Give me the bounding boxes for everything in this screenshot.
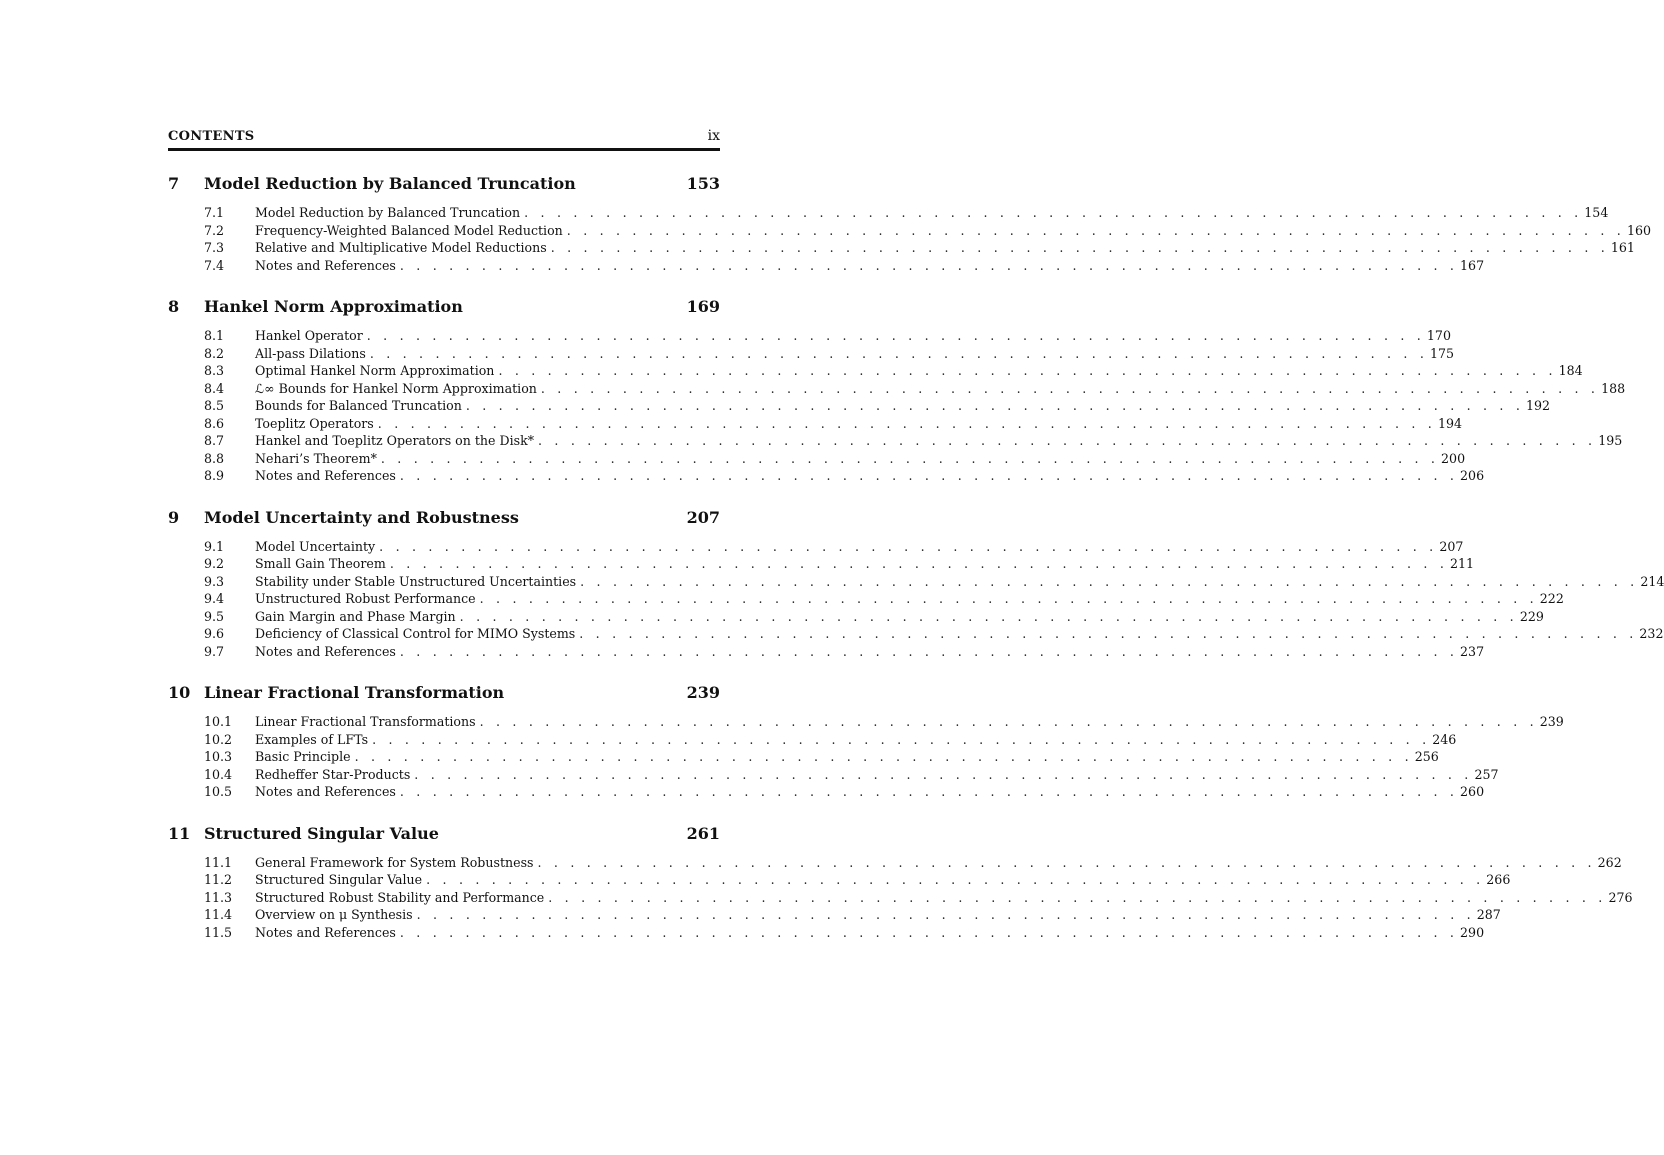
dot-leader: . . . . . . . . . . . . . . . . . . . . . . . . . . . . . . . . . . . . . . . . . . . . . . . . . . . . . . . . . . . . . . . . . xyxy=(498,363,1557,378)
section-number: 9.6 xyxy=(204,626,225,641)
section-page-number: 262 xyxy=(1597,854,1622,870)
dot-leader: . . . . . . . . . . . . . . . . . . . . . . . . . . . . . . . . . . . . . . . . . . . . . . . . . . . . . . . . . . . . . . . . . xyxy=(380,450,1440,466)
section-title: All-pass Dilations xyxy=(255,345,366,361)
section-number: 10.5 xyxy=(204,784,233,799)
section-page-number: 167 xyxy=(1460,257,1485,273)
dot-leader: . . . . . . . . . . . . . . . . . . . . . . . . . . . . . . . . . . . . . . . . . . . . . . . . . . . . . . . . . . . . . . . . . xyxy=(479,591,1538,606)
section-list xyxy=(168,713,1564,801)
section-page-number: 154 xyxy=(1584,205,1609,220)
dot-leader: . . . . . . . . . . . . . . . . . . . . . . . . . . . . . . . . . . . . . . . . . . . . . . . . . . . . . . . . . . . . . . . . . xyxy=(566,222,1625,238)
section-list xyxy=(168,854,1633,942)
section-page-number: 206 xyxy=(1460,468,1485,483)
section-title: Notes and References xyxy=(255,924,396,940)
dot-leader: . . . . . . . . . . . . . . . . . . . . . . . . . . . . . . . . . . . . . . . . . . . . . . . . . . . . . . . . . . . . . . . . . xyxy=(426,872,1485,887)
section-title: Gain Margin and Phase Margin xyxy=(255,608,456,624)
section-title: General Framework for System Robustness xyxy=(255,854,534,870)
chapter-heading[interactable] xyxy=(168,682,720,704)
chapter-page-number: 261 xyxy=(686,823,720,843)
section-page-number: 276 xyxy=(1608,889,1633,905)
section-page-number: 192 xyxy=(1526,398,1551,413)
section-number: 7.4 xyxy=(204,257,225,273)
section-page-number: 222 xyxy=(1539,591,1564,606)
chapter-title: Model Reduction by Balanced Truncation xyxy=(204,174,576,193)
chapter-heading[interactable] xyxy=(168,296,720,318)
dot-leader: . . . . . . . . . . . . . . . . . . . . . . . . . . . . . . . . . . . . . . . . . . . . . . . . . . . . . . . . . . . . . . . . . xyxy=(537,854,1596,870)
toc-section-entry[interactable] xyxy=(168,415,1462,433)
section-number: 10.2 xyxy=(204,731,233,747)
section-page-number: 194 xyxy=(1437,415,1462,431)
dot-leader: . . . . . . . . . . . . . . . . . . . . . . . . . . . . . . . . . . . . . . . . . . . . . . . . . . . . . . . . . . . . . . . . . xyxy=(550,240,1609,255)
section-title: Linear Fractional Transformations xyxy=(255,714,476,729)
toc-section-entry[interactable] xyxy=(168,889,1633,907)
section-page-number: 175 xyxy=(1429,345,1455,361)
dot-leader: . . . . . . . . . . . . . . . . . . . . . . . . . . . . . . . . . . . . . . . . . . . . . . . . . . . . . . . . . . . . . . . . . xyxy=(479,714,1538,729)
toc-section-entry[interactable] xyxy=(168,731,1457,749)
section-title: Deficiency of Classical Control for MIMO Systems xyxy=(255,626,576,641)
section-page-number: 214 xyxy=(1640,573,1664,589)
section-page-number: 188 xyxy=(1601,380,1626,396)
section-page-number: 184 xyxy=(1558,363,1583,378)
dot-leader: . . . . . . . . . . . . . . . . . . . . . . . . . . . . . . . . . . . . . . . . . . . . . . . . . . . . . . . . . . . . . . . . . xyxy=(399,468,1459,483)
section-title: Notes and References xyxy=(255,257,396,273)
dot-leader: . . . . . . . . . . . . . . . . . . . . . . . . . . . . . . . . . . . . . . . . . . . . . . . . . . . . . . . . . . . . . . . . . xyxy=(459,608,1518,624)
chapter-title: Structured Singular Value xyxy=(204,823,439,843)
section-title: Toeplitz Operators xyxy=(255,415,374,431)
section-title: Notes and References xyxy=(255,468,396,483)
section-page-number: 195 xyxy=(1598,433,1623,448)
section-number: 11.2 xyxy=(204,872,233,887)
section-title: Relative and Multiplicative Model Reductions xyxy=(255,240,547,255)
toc-section-entry[interactable] xyxy=(168,204,1609,222)
chapter-number: 7 xyxy=(168,174,180,193)
section-title: Model Reduction by Balanced Truncation xyxy=(255,205,521,220)
section-page-number: 246 xyxy=(1432,731,1457,747)
chapter-number: 9 xyxy=(168,507,180,527)
chapter-title: Hankel Norm Approximation xyxy=(204,297,463,316)
section-number: 8.4 xyxy=(204,380,225,396)
section-title: Examples of LFTs xyxy=(255,731,369,747)
section-page-number: 256 xyxy=(1414,749,1439,764)
chapter-title: Model Uncertainty and Robustness xyxy=(204,507,519,527)
toc-section-entry[interactable] xyxy=(168,590,1564,608)
toc-chapter xyxy=(168,682,1564,801)
section-number: 11.5 xyxy=(204,924,233,940)
section-number: 11.3 xyxy=(204,889,233,905)
section-page-number: 232 xyxy=(1639,626,1664,641)
dot-leader: . . . . . . . . . . . . . . . . . . . . . . . . . . . . . . . . . . . . . . . . . . . . . . . . . . . . . . . . . . . . . . . . . xyxy=(414,766,1473,782)
dot-leader: . . . . . . . . . . . . . . . . . . . . . . . . . . . . . . . . . . . . . . . . . . . . . . . . . . . . . . . . . . . . . . . . . xyxy=(540,380,1600,396)
toc-section-entry[interactable] xyxy=(168,450,1466,468)
toc-section-entry[interactable] xyxy=(168,748,1439,766)
toc-section-entry[interactable] xyxy=(168,906,1501,924)
section-title: Nehari’s Theorem* xyxy=(255,450,377,466)
section-title: Redheffer Star-Products xyxy=(255,766,411,782)
section-page-number: 239 xyxy=(1539,714,1564,729)
toc-chapter xyxy=(168,823,1633,942)
chapter-page-number: 207 xyxy=(686,507,720,527)
section-number: 11.1 xyxy=(204,854,233,870)
dot-leader: . . . . . . . . . . . . . . . . . . . . . . . . . . . . . . . . . . . . . . . . . . . . . . . . . . . . . . . . . . . . . . . . . xyxy=(416,907,1475,922)
chapter-number: 11 xyxy=(168,823,191,843)
section-page-number: 161 xyxy=(1610,240,1635,255)
toc-section-entry[interactable] xyxy=(168,573,1664,591)
section-number: 7.1 xyxy=(204,205,225,220)
section-number: 8.3 xyxy=(204,363,225,378)
section-list xyxy=(168,538,1664,661)
section-title: Notes and References xyxy=(255,784,396,799)
section-title: ℒ∞ Bounds for Hankel Norm Approximation xyxy=(255,380,537,396)
toc-section-entry[interactable] xyxy=(168,854,1622,872)
section-title: Model Uncertainty xyxy=(255,538,376,554)
section-number: 10.1 xyxy=(204,714,233,729)
dot-leader: . . . . . . . . . . . . . . . . . . . . . . . . . . . . . . . . . . . . . . . . . . . . . . . . . . . . . . . . . . . . . . . . . xyxy=(369,345,1429,361)
section-number: 8.8 xyxy=(204,450,225,466)
toc-chapter xyxy=(168,507,1664,661)
section-title: Basic Principle xyxy=(255,749,351,764)
toc-section-entry[interactable] xyxy=(168,783,1485,801)
section-page-number: 170 xyxy=(1426,328,1451,343)
dot-leader: . . . . . . . . . . . . . . . . . . . . . . . . . . . . . . . . . . . . . . . . . . . . . . . . . . . . . . . . . . . . . . . . . xyxy=(465,398,1525,413)
dot-leader: . . . . . . . . . . . . . . . . . . . . . . . . . . . . . . . . . . . . . . . . . . . . . . . . . . . . . . . . . . . . . . . . . xyxy=(548,889,1607,905)
chapter-heading[interactable] xyxy=(168,823,720,845)
section-number: 10.4 xyxy=(204,766,233,782)
section-number: 8.7 xyxy=(204,433,225,448)
section-title: Unstructured Robust Performance xyxy=(255,591,476,606)
dot-leader: . . . . . . . . . . . . . . . . . . . . . . . . . . . . . . . . . . . . . . . . . . . . . . . . . . . . . . . . . . . . . . . . . xyxy=(579,626,1638,641)
section-page-number: 237 xyxy=(1460,643,1485,659)
section-title: Structured Singular Value xyxy=(255,872,423,887)
running-head xyxy=(168,128,720,148)
dot-leader: . . . . . . . . . . . . . . . . . . . . . . . . . . . . . . . . . . . . . . . . . . . . . . . . . . . . . . . . . . . . . . . . . xyxy=(389,556,1449,571)
section-number: 9.5 xyxy=(204,608,225,624)
chapter-page-number: 153 xyxy=(686,174,720,193)
toc-section-entry[interactable] xyxy=(168,643,1485,661)
dot-leader: . . . . . . . . . . . . . . . . . . . . . . . . . . . . . . . . . . . . . . . . . . . . . . . . . . . . . . . . . . . . . . . . . xyxy=(524,205,1583,220)
section-page-number: 287 xyxy=(1476,907,1501,922)
toc-chapter xyxy=(168,173,1651,274)
section-title: Frequency-Weighted Balanced Model Reduction xyxy=(255,222,563,238)
toc-section-entry[interactable] xyxy=(168,608,1544,626)
section-number: 9.2 xyxy=(204,556,225,571)
section-number: 9.3 xyxy=(204,573,225,589)
toc-section-entry[interactable] xyxy=(168,713,1564,731)
dot-leader: . . . . . . . . . . . . . . . . . . . . . . . . . . . . . . . . . . . . . . . . . . . . . . . . . . . . . . . . . . . . . . . . . xyxy=(377,415,1436,431)
section-title: Structured Robust Stability and Performance xyxy=(255,889,545,905)
toc-section-entry[interactable] xyxy=(168,222,1651,240)
chapter-number: 10 xyxy=(168,683,191,702)
running-head-title: CONTENTS xyxy=(168,129,255,144)
table-of-contents xyxy=(168,173,1664,941)
dot-leader: . . . . . . . . . . . . . . . . . . . . . . . . . . . . . . . . . . . . . . . . . . . . . . . . . . . . . . . . . . . . . . . . . xyxy=(580,573,1639,589)
section-list xyxy=(168,204,1651,274)
toc-section-entry[interactable] xyxy=(168,625,1664,643)
section-title: Small Gain Theorem xyxy=(255,556,386,571)
dot-leader: . . . . . . . . . . . . . . . . . . . . . . . . . . . . . . . . . . . . . . . . . . . . . . . . . . . . . . . . . . . . . . . . . xyxy=(372,731,1431,747)
header-rule xyxy=(168,148,720,151)
dot-leader: . . . . . . . . . . . . . . . . . . . . . . . . . . . . . . . . . . . . . . . . . . . . . . . . . . . . . . . . . . . . . . . . . xyxy=(538,433,1597,448)
toc-section-entry[interactable] xyxy=(168,239,1635,257)
toc-section-entry[interactable] xyxy=(168,924,1485,942)
toc-section-entry[interactable] xyxy=(168,432,1623,450)
section-number: 7.2 xyxy=(204,222,225,238)
toc-section-entry[interactable] xyxy=(168,345,1455,363)
section-page-number: 257 xyxy=(1474,766,1499,782)
dot-leader: . . . . . . . . . . . . . . . . . . . . . . . . . . . . . . . . . . . . . . . . . . . . . . . . . . . . . . . . . . . . . . . . . xyxy=(399,257,1459,273)
dot-leader: . . . . . . . . . . . . . . . . . . . . . . . . . . . . . . . . . . . . . . . . . . . . . . . . . . . . . . . . . . . . . . . . . xyxy=(399,924,1459,940)
section-title: Bounds for Balanced Truncation xyxy=(255,398,462,413)
section-title: Overview on μ Synthesis xyxy=(255,907,413,922)
section-number: 8.1 xyxy=(204,328,225,343)
section-number: 8.9 xyxy=(204,468,225,483)
section-title: Notes and References xyxy=(255,643,396,659)
chapter-heading[interactable] xyxy=(168,507,720,529)
toc-section-entry[interactable] xyxy=(168,467,1485,485)
section-page-number: 229 xyxy=(1519,608,1544,624)
dot-leader: . . . . . . . . . . . . . . . . . . . . . . . . . . . . . . . . . . . . . . . . . . . . . . . . . . . . . . . . . . . . . . . . . xyxy=(354,749,1413,764)
section-number: 9.1 xyxy=(204,538,225,554)
section-title: Stability under Stable Unstructured Uncertainties xyxy=(255,573,577,589)
chapter-page-number: 239 xyxy=(686,683,720,702)
section-page-number: 290 xyxy=(1460,924,1485,940)
section-title: Hankel Operator xyxy=(255,328,363,343)
chapter-number: 8 xyxy=(168,297,180,316)
section-page-number: 260 xyxy=(1460,784,1485,799)
section-number: 9.4 xyxy=(204,591,225,606)
section-number: 9.7 xyxy=(204,643,225,659)
toc-section-entry[interactable] xyxy=(168,362,1583,380)
toc-section-entry[interactable] xyxy=(168,397,1551,415)
toc-section-entry[interactable] xyxy=(168,257,1485,275)
toc-section-entry[interactable] xyxy=(168,380,1626,398)
toc-section-entry[interactable] xyxy=(168,871,1511,889)
dot-leader: . . . . . . . . . . . . . . . . . . . . . . . . . . . . . . . . . . . . . . . . . . . . . . . . . . . . . . . . . . . . . . . . . xyxy=(366,328,1425,343)
page-number: ix xyxy=(707,128,720,144)
section-number: 11.4 xyxy=(204,907,233,922)
toc-section-entry[interactable] xyxy=(168,538,1464,556)
section-title: Hankel and Toeplitz Operators on the Disk* xyxy=(255,433,535,448)
dot-leader: . . . . . . . . . . . . . . . . . . . . . . . . . . . . . . . . . . . . . . . . . . . . . . . . . . . . . . . . . . . . . . . . . xyxy=(379,538,1438,554)
section-title: Optimal Hankel Norm Approximation xyxy=(255,363,495,378)
toc-section-entry[interactable] xyxy=(168,766,1499,784)
toc-section-entry[interactable] xyxy=(168,327,1451,345)
section-number: 8.6 xyxy=(204,415,225,431)
dot-leader: . . . . . . . . . . . . . . . . . . . . . . . . . . . . . . . . . . . . . . . . . . . . . . . . . . . . . . . . . . . . . . . . . xyxy=(399,643,1459,659)
section-page-number: 211 xyxy=(1449,556,1475,571)
toc-chapter xyxy=(168,296,1626,485)
section-number: 8.2 xyxy=(204,345,225,361)
section-page-number: 207 xyxy=(1439,538,1464,554)
section-page-number: 160 xyxy=(1626,222,1651,238)
section-number: 8.5 xyxy=(204,398,225,413)
chapter-page-number: 169 xyxy=(686,297,720,316)
dot-leader: . . . . . . . . . . . . . . . . . . . . . . . . . . . . . . . . . . . . . . . . . . . . . . . . . . . . . . . . . . . . . . . . . xyxy=(399,784,1459,799)
toc-section-entry[interactable] xyxy=(168,555,1475,573)
section-list xyxy=(168,327,1626,485)
section-number: 10.3 xyxy=(204,749,233,764)
section-page-number: 266 xyxy=(1486,872,1511,887)
chapter-heading[interactable] xyxy=(168,173,720,195)
toc-page xyxy=(168,128,1664,941)
chapter-title: Linear Fractional Transformation xyxy=(204,683,505,702)
section-number: 7.3 xyxy=(204,240,225,255)
section-page-number: 200 xyxy=(1441,450,1466,466)
